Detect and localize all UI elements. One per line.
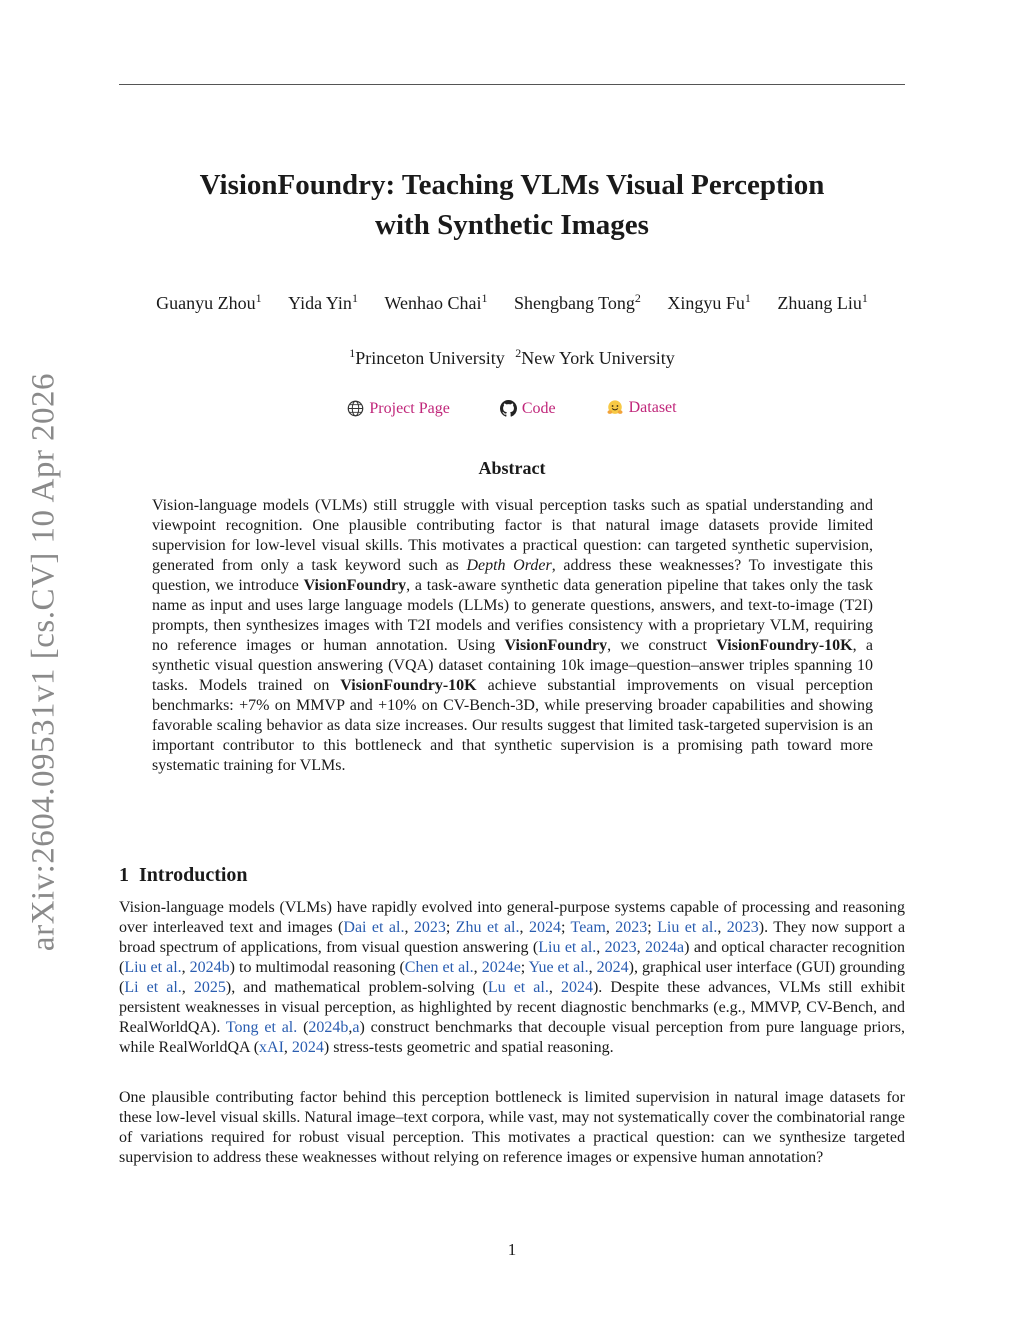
dataset-link[interactable] xyxy=(606,399,677,417)
citation-link[interactable]: 2024e xyxy=(481,959,521,976)
affiliation: $^2$New York University xyxy=(515,346,675,368)
citation-link[interactable]: 2024 xyxy=(291,1039,324,1056)
citation-link[interactable]: 2023 xyxy=(726,919,759,936)
citation-link[interactable]: 2023 xyxy=(413,919,446,936)
citation-link[interactable]: Liu et al. xyxy=(657,919,718,936)
citation-link[interactable]: Tong et al. xyxy=(225,1019,298,1036)
citation-link[interactable]: 2024a xyxy=(645,939,685,956)
hugging-face-icon xyxy=(606,399,624,417)
intro-paragraph-2: One plausible contributing factor behind this perception bottleneck is limited supervision in natural image datasets for these low-level visual skills. Natural image–text corpora, while vast, may not systematically cover the combinatorial range of variations required for robust visual perception. This motivates a practical question: can we synthesize targeted supervision to address these weaknesses without relying on reference images or expensive human annotation? xyxy=(119,1089,905,1166)
citation-link[interactable]: 2025 xyxy=(193,979,226,996)
author: Xingyu Fu$^1$ xyxy=(667,291,751,313)
citation-link[interactable]: Chen et al. xyxy=(404,959,474,976)
globe-icon xyxy=(347,400,364,417)
citation-link[interactable]: 2024b xyxy=(308,1019,349,1036)
citation-link[interactable]: Liu et al. xyxy=(538,939,597,956)
resource-links xyxy=(119,399,905,422)
github-icon xyxy=(500,400,517,417)
author-list xyxy=(100,293,924,314)
abstract-text: Vision-language models (VLMs) still struggle with visual perception tasks such as spatial understanding and viewpoint recognition. One plausible contributing factor is that natural image datasets provide limited supervision for low-level visual skills. This motivates a practical question: can targeted synthetic supervision, generated from only a task keyword such as Depth Order, address these weaknesses? To investigate this question, we introduce VisionFoundry, a task-aware synthetic data generation pipeline that takes only the task name as input and uses large language models (LLMs) to generate questions, answers, and text-to-image (T2I) prompts, then synthesizes images with T2I models and verifies consistency with a proprietary VLM, requiring no reference images or human annotation. Using VisionFoundry, we construct VisionFoundry-10K, a synthetic visual question answering (VQA) dataset containing 10k image–question–answer triples spanning 10 tasks. Models trained on VisionFoundry-10K achieve substantial improvements on visual perception benchmarks: +7% on MMVP and +10% on CV-Bench-3D, while preserving broader capabilities and showing favorable scaling behavior as data size increases. Our results suggest that limited task-targeted supervision is an important contributor to this bottleneck and that synthetic supervision is a promising path toward more systematic training for VLMs. xyxy=(152,497,874,774)
project-page-link[interactable] xyxy=(347,400,449,418)
citation-link[interactable]: 2023 xyxy=(615,919,648,936)
arxiv-stamp: arXiv:2604.09531v1 [cs.CV] 10 Apr 2026 xyxy=(25,372,62,952)
author: Wenhao Chai$^1$ xyxy=(384,291,488,313)
author: Guanyu Zhou$^1$ xyxy=(156,291,262,313)
abstract-heading: Abstract xyxy=(478,458,546,478)
citation-link[interactable]: Lu et al. xyxy=(487,979,549,996)
code-link[interactable] xyxy=(500,400,556,418)
affiliation: $^1$Princeton University xyxy=(349,346,505,368)
citation-link[interactable]: Yue et al. xyxy=(528,959,589,976)
title-line-1: VisionFoundry: Teaching VLMs Visual Perception xyxy=(199,169,825,201)
dataset-label: Dataset xyxy=(628,399,677,416)
citation-link[interactable]: Team xyxy=(570,919,606,936)
author: Yida Yin$^1$ xyxy=(288,291,358,313)
section-heading xyxy=(119,864,248,887)
citation-link[interactable]: 2024 xyxy=(560,979,593,996)
top-rule xyxy=(119,84,905,85)
citation-link[interactable]: Liu et al. xyxy=(124,959,182,976)
section-number: 1 xyxy=(119,864,129,886)
citation-link[interactable]: xAI xyxy=(259,1039,284,1056)
title-line-2: with Synthetic Images xyxy=(375,209,649,241)
citation-link[interactable]: a xyxy=(352,1019,360,1036)
citation-link[interactable]: 2024 xyxy=(528,919,561,936)
intro-paragraph-1: Vision-language models (VLMs) have rapidly evolved into general-purpose systems capable of processing and reasoning over interleaved text and images (Dai et al., 2023; Zhu et al., 2024; Team, 2023; Liu et al., 2023). They now support a broad spectrum of applications, from visual question answering (Liu et al., 2023, 2024a) and optical character recognition (Liu et al., 2024b) to multimodal reasoning (Chen et al., 2024e; Yue et al., 2024), graphical user interface (GUI) grounding (Li et al., 2025), and mathematical problem-solving (Lu et al., 2024). Despite these advances, VLMs still exhibit persistent weaknesses in visual perception, as highlighted by recent diagnostic benchmarks (e.g., MMVP, CV-Bench, and RealWorldQA). Tong et al. (2024b,a) construct benchmarks that decouple visual perception from pure language priors, while RealWorldQA (xAI, 2024) stress-tests geometric and spatial reasoning. xyxy=(119,899,906,1056)
citation-link[interactable]: 2024 xyxy=(596,959,629,976)
project-page-label: Project Page xyxy=(369,399,450,417)
affiliations xyxy=(119,348,905,369)
citation-link[interactable]: 2024b xyxy=(189,959,230,976)
paper-title xyxy=(119,165,905,245)
page-number: 1 xyxy=(507,1240,517,1259)
citation-link[interactable]: Dai et al. xyxy=(343,919,405,936)
code-label: Code xyxy=(521,399,556,417)
author: Zhuang Liu$^1$ xyxy=(777,291,868,313)
citation-link[interactable]: 2023 xyxy=(604,939,637,956)
citation-link[interactable]: Zhu et al. xyxy=(455,919,520,936)
section-title: Introduction xyxy=(139,864,248,886)
author: Shengbang Tong$^2$ xyxy=(513,291,641,313)
citation-link[interactable]: Li et al. xyxy=(124,979,182,996)
